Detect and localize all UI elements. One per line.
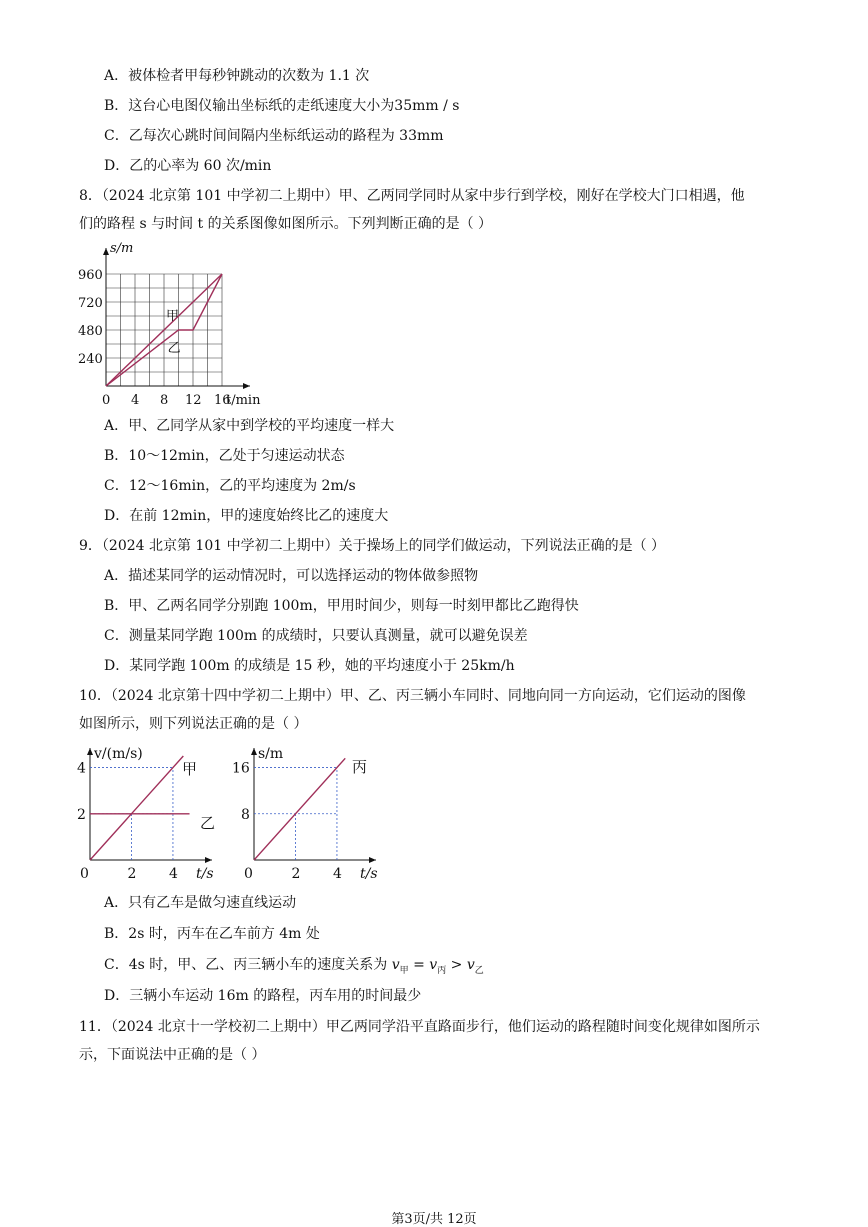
x-tick-label: 0	[244, 866, 253, 882]
x-axis-arrow	[205, 857, 212, 863]
q9-option-d: D．某同学跑 100m 的成绩是 15 秒，她的平均速度小于 25km/h	[104, 658, 515, 674]
series-line	[254, 758, 345, 860]
series-label-jia: 甲	[166, 309, 180, 324]
x-axis-arrow	[243, 383, 250, 389]
q10-option-b: B．2s 时，丙车在乙车前方 4m 处	[104, 926, 320, 942]
q10-option-a: A．只有乙车是做匀速直线运动	[104, 895, 297, 911]
q10-stem-line1: 10．（2024 北京第十四中学初二上期中）甲、乙、丙三辆小车同时、同地向同一方向运动，它们运动的图像	[79, 688, 746, 704]
x-tick-label: 4	[131, 393, 140, 408]
q8-option-a: A．甲、乙同学从家中到学校的平均速度一样大	[104, 418, 395, 434]
y-tick-label: 2	[77, 806, 86, 823]
greater-than-sign: >	[446, 957, 467, 973]
y-tick-label: 8	[241, 806, 250, 823]
x-axis-arrow	[369, 857, 376, 863]
y-axis-arrow	[103, 248, 109, 255]
y-axis-arrow	[251, 748, 257, 755]
q9-option-a: A．描述某同学的运动情况时，可以选择运动的物体做参照物	[104, 568, 479, 584]
y-tick-label: 240	[78, 352, 103, 367]
q10-option-c	[104, 955, 484, 981]
x-axis-label: t/s	[196, 866, 214, 882]
x-tick-label: 2	[127, 866, 137, 882]
subscript-bing: 丙	[437, 965, 447, 976]
q10-option-d: D．三辆小车运动 16m 的路程，丙车用的时间最少	[104, 988, 422, 1004]
x-axis-label: t/min	[226, 393, 261, 408]
q8-chart	[76, 240, 276, 410]
series-label-yi: 乙	[167, 341, 181, 356]
series-label: 乙	[200, 814, 216, 832]
q10-chart-distance	[232, 742, 390, 887]
y-tick-label: 16	[232, 760, 250, 777]
y-tick-label: 960	[78, 268, 103, 283]
x-tick-label: 0	[102, 393, 111, 408]
y-axis-label: v/(m/s)	[94, 746, 143, 762]
q8-stem-line1: 8．（2024 北京第 101 中学初二上期中）甲、乙两同学同时从家中步行到学校，刚好在学校大门口相遇，他	[79, 188, 745, 204]
subscript-jia: 甲	[399, 965, 409, 976]
x-axis-label: t/s	[360, 866, 378, 882]
q8-option-d: D．在前 12min，甲的速度始终比乙的速度大	[104, 508, 389, 524]
q11-stem-line2: 示，下面说法中正确的是（ ）	[79, 1047, 266, 1063]
y-axis-label: s/m	[110, 241, 134, 256]
q8-option-b: B．10～12min，乙处于匀速运动状态	[104, 448, 345, 464]
series-label: 甲	[182, 760, 198, 778]
x-tick-label: 8	[160, 393, 169, 408]
q9-stem: 9．（2024 北京第 101 中学初二上期中）关于操场上的同学们做运动，下列说法正确的是（ ）	[79, 538, 666, 554]
y-tick-label: 720	[78, 296, 103, 311]
q7-option-c: C．乙每次心跳时间间隔内坐标纸运动的路程为 33mm	[104, 128, 444, 144]
equals-sign: =	[408, 957, 430, 973]
q11-stem-line1: 11．（2024 北京十一学校初二上期中）甲乙两同学沿平直路面步行，他们运动的路程随时间变化规律如图所示	[79, 1019, 760, 1035]
subscript-yi: 乙	[474, 965, 484, 976]
q9-option-b: B．甲、乙两名同学分别跑 100m，甲用时间少，则每一时刻甲都比乙跑得快	[104, 598, 579, 614]
y-tick-label: 480	[78, 324, 103, 339]
x-tick-label: 0	[80, 866, 89, 882]
q10-chart-velocity	[76, 742, 226, 887]
q10-option-c-prefix: C．4s 时，甲、乙、丙三辆小车的速度关系为	[104, 957, 392, 973]
x-tick-label: 4	[168, 866, 178, 882]
x-tick-label: 16	[214, 393, 231, 408]
series-label: 丙	[352, 758, 368, 776]
y-axis-label: s/m	[258, 746, 284, 762]
q9-option-c: C．测量某同学跑 100m 的成绩时，只要认真测量，就可以避免误差	[104, 628, 528, 644]
series-line	[90, 756, 183, 860]
x-tick-label: 2	[291, 866, 301, 882]
x-tick-label: 4	[332, 866, 342, 882]
v-symbol: v	[429, 957, 438, 973]
y-axis-arrow	[87, 748, 93, 755]
x-tick-label: 12	[185, 393, 202, 408]
q10-stem-line2: 如图所示，则下列说法正确的是（ ）	[79, 716, 308, 732]
y-tick-label: 4	[77, 760, 86, 777]
v-symbol: v	[391, 957, 400, 973]
v-symbol: v	[466, 957, 475, 973]
page-footer: 第3页/共 12页	[391, 1212, 477, 1227]
q7-option-b: B．这台心电图仪输出坐标纸的走纸速度大小为35mm / s	[104, 98, 460, 114]
q8-stem-line2: 们的路程 s 与时间 t 的关系图像如图所示。下列判断正确的是（ ）	[79, 216, 493, 232]
q8-option-c: C．12～16min，乙的平均速度为 2m/s	[104, 478, 356, 494]
q7-option-d: D．乙的心率为 60 次/min	[104, 158, 272, 174]
q7-option-a: A．被体检者甲每秒钟跳动的次数为 1.1 次	[104, 68, 370, 84]
